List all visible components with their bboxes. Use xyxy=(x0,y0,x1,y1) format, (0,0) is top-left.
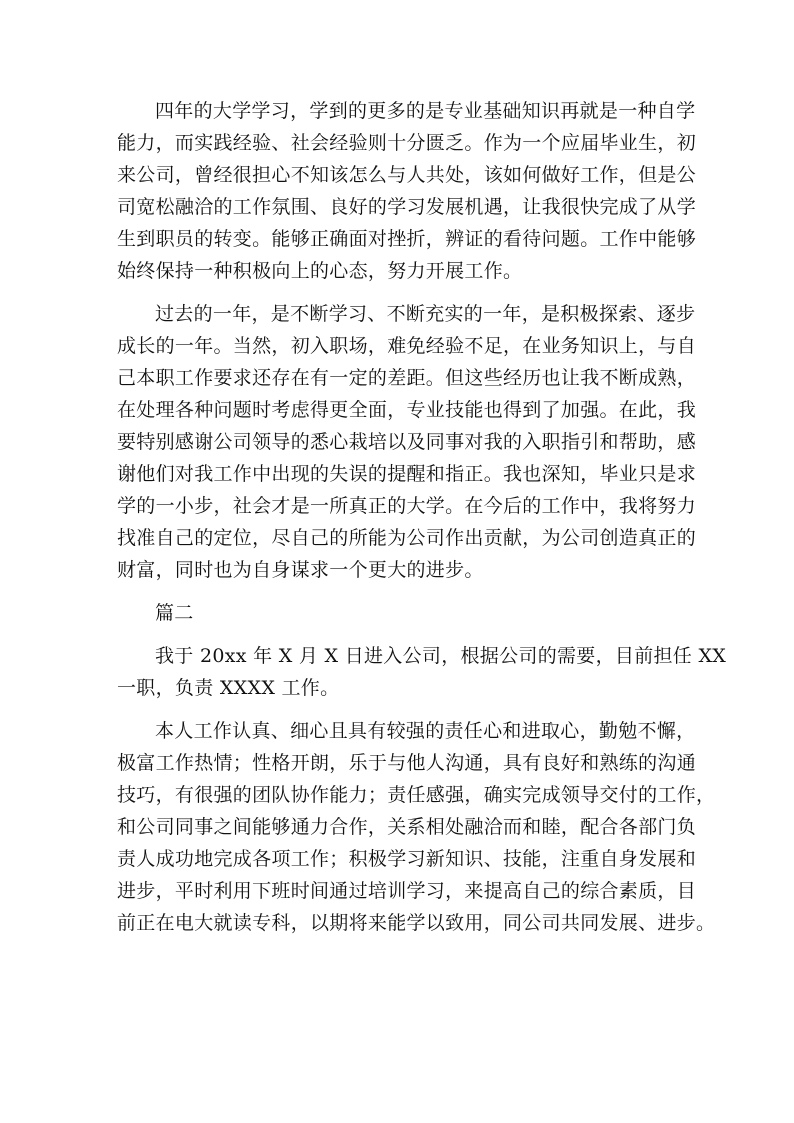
paragraph-gap xyxy=(117,704,679,715)
paragraph-gap xyxy=(117,287,679,298)
text-line: 篇二 xyxy=(155,602,194,624)
paragraph-gap xyxy=(117,629,679,640)
text-line: 能力，而实践经验、社会经验则十分匮乏。作为一个应届毕业生，初 xyxy=(117,132,697,154)
text-line: 和公司同事之间能够通力合作，关系相处融洽而和睦，配合各部门负 xyxy=(117,816,697,838)
paragraph-gap xyxy=(117,586,679,597)
text-line: 找准自己的定位，尽自己的所能为公司作出贡献，为公司创造真正的 xyxy=(117,527,697,549)
text-line: 司宽松融洽的工作氛围、良好的学习发展机遇，让我很快完成了从学 xyxy=(117,196,697,218)
text-line: 本人工作认真、细心且具有较强的责任心和进取心，勤勉不懈， xyxy=(155,720,696,742)
text-line: 进步，平时利用下班时间通过培训学习，来提高自己的综合素质，目 xyxy=(117,880,697,902)
text-line: 过去的一年，是不断学习、不断充实的一年，是积极探索、逐步 xyxy=(155,303,696,325)
text-line: 责人成功地完成各项工作；积极学习新知识、技能，注重自身发展和 xyxy=(117,848,697,870)
text-line: 成长的一年。当然，初入职场，难免经验不足，在业务知识上，与自 xyxy=(117,335,697,357)
text-line: 来公司，曾经很担心不知该怎么与人共处，该如何做好工作，但是公 xyxy=(117,164,697,186)
text-line: 技巧，有很强的团队协作能力；责任感强，确实完成领导交付的工作， xyxy=(117,784,716,806)
text-line: 四年的大学学习，学到的更多的是专业基础知识再就是一种自学 xyxy=(155,100,696,122)
text-line: 己本职工作要求还存在有一定的差距。但这些经历也让我不断成熟， xyxy=(117,367,697,389)
document-page xyxy=(117,95,727,939)
text-line: 我于 20xx 年 X 月 X 日进入公司，根据公司的需要，目前担任 XX xyxy=(155,645,727,667)
text-line: 一职，负责 XXXX 工作。 xyxy=(117,677,340,699)
text-line: 生到职员的转变。能够正确面对挫折，辨证的看待问题。工作中能够 xyxy=(117,228,697,250)
text-line: 前正在电大就读专科，以期将来能学以致用，同公司共同发展、进步。 xyxy=(117,912,716,934)
text-line: 在处理各种问题时考虑得更全面，专业技能也得到了加强。在此，我 xyxy=(117,399,697,421)
text-line: 始终保持一种积极向上的心态，努力开展工作。 xyxy=(117,260,523,282)
text-line: 谢他们对我工作中出现的失误的提醒和指正。我也深知，毕业只是求 xyxy=(117,463,697,485)
text-line: 财富，同时也为自身谋求一个更大的进步。 xyxy=(117,559,484,581)
text-line: 要特别感谢公司领导的悉心栽培以及同事对我的入职指引和帮助，感 xyxy=(117,431,697,453)
text-line: 学的一小步，社会才是一所真正的大学。在今后的工作中，我将努力 xyxy=(117,495,697,517)
text-line: 极富工作热情；性格开朗，乐于与他人沟通，具有良好和熟练的沟通 xyxy=(117,752,697,774)
